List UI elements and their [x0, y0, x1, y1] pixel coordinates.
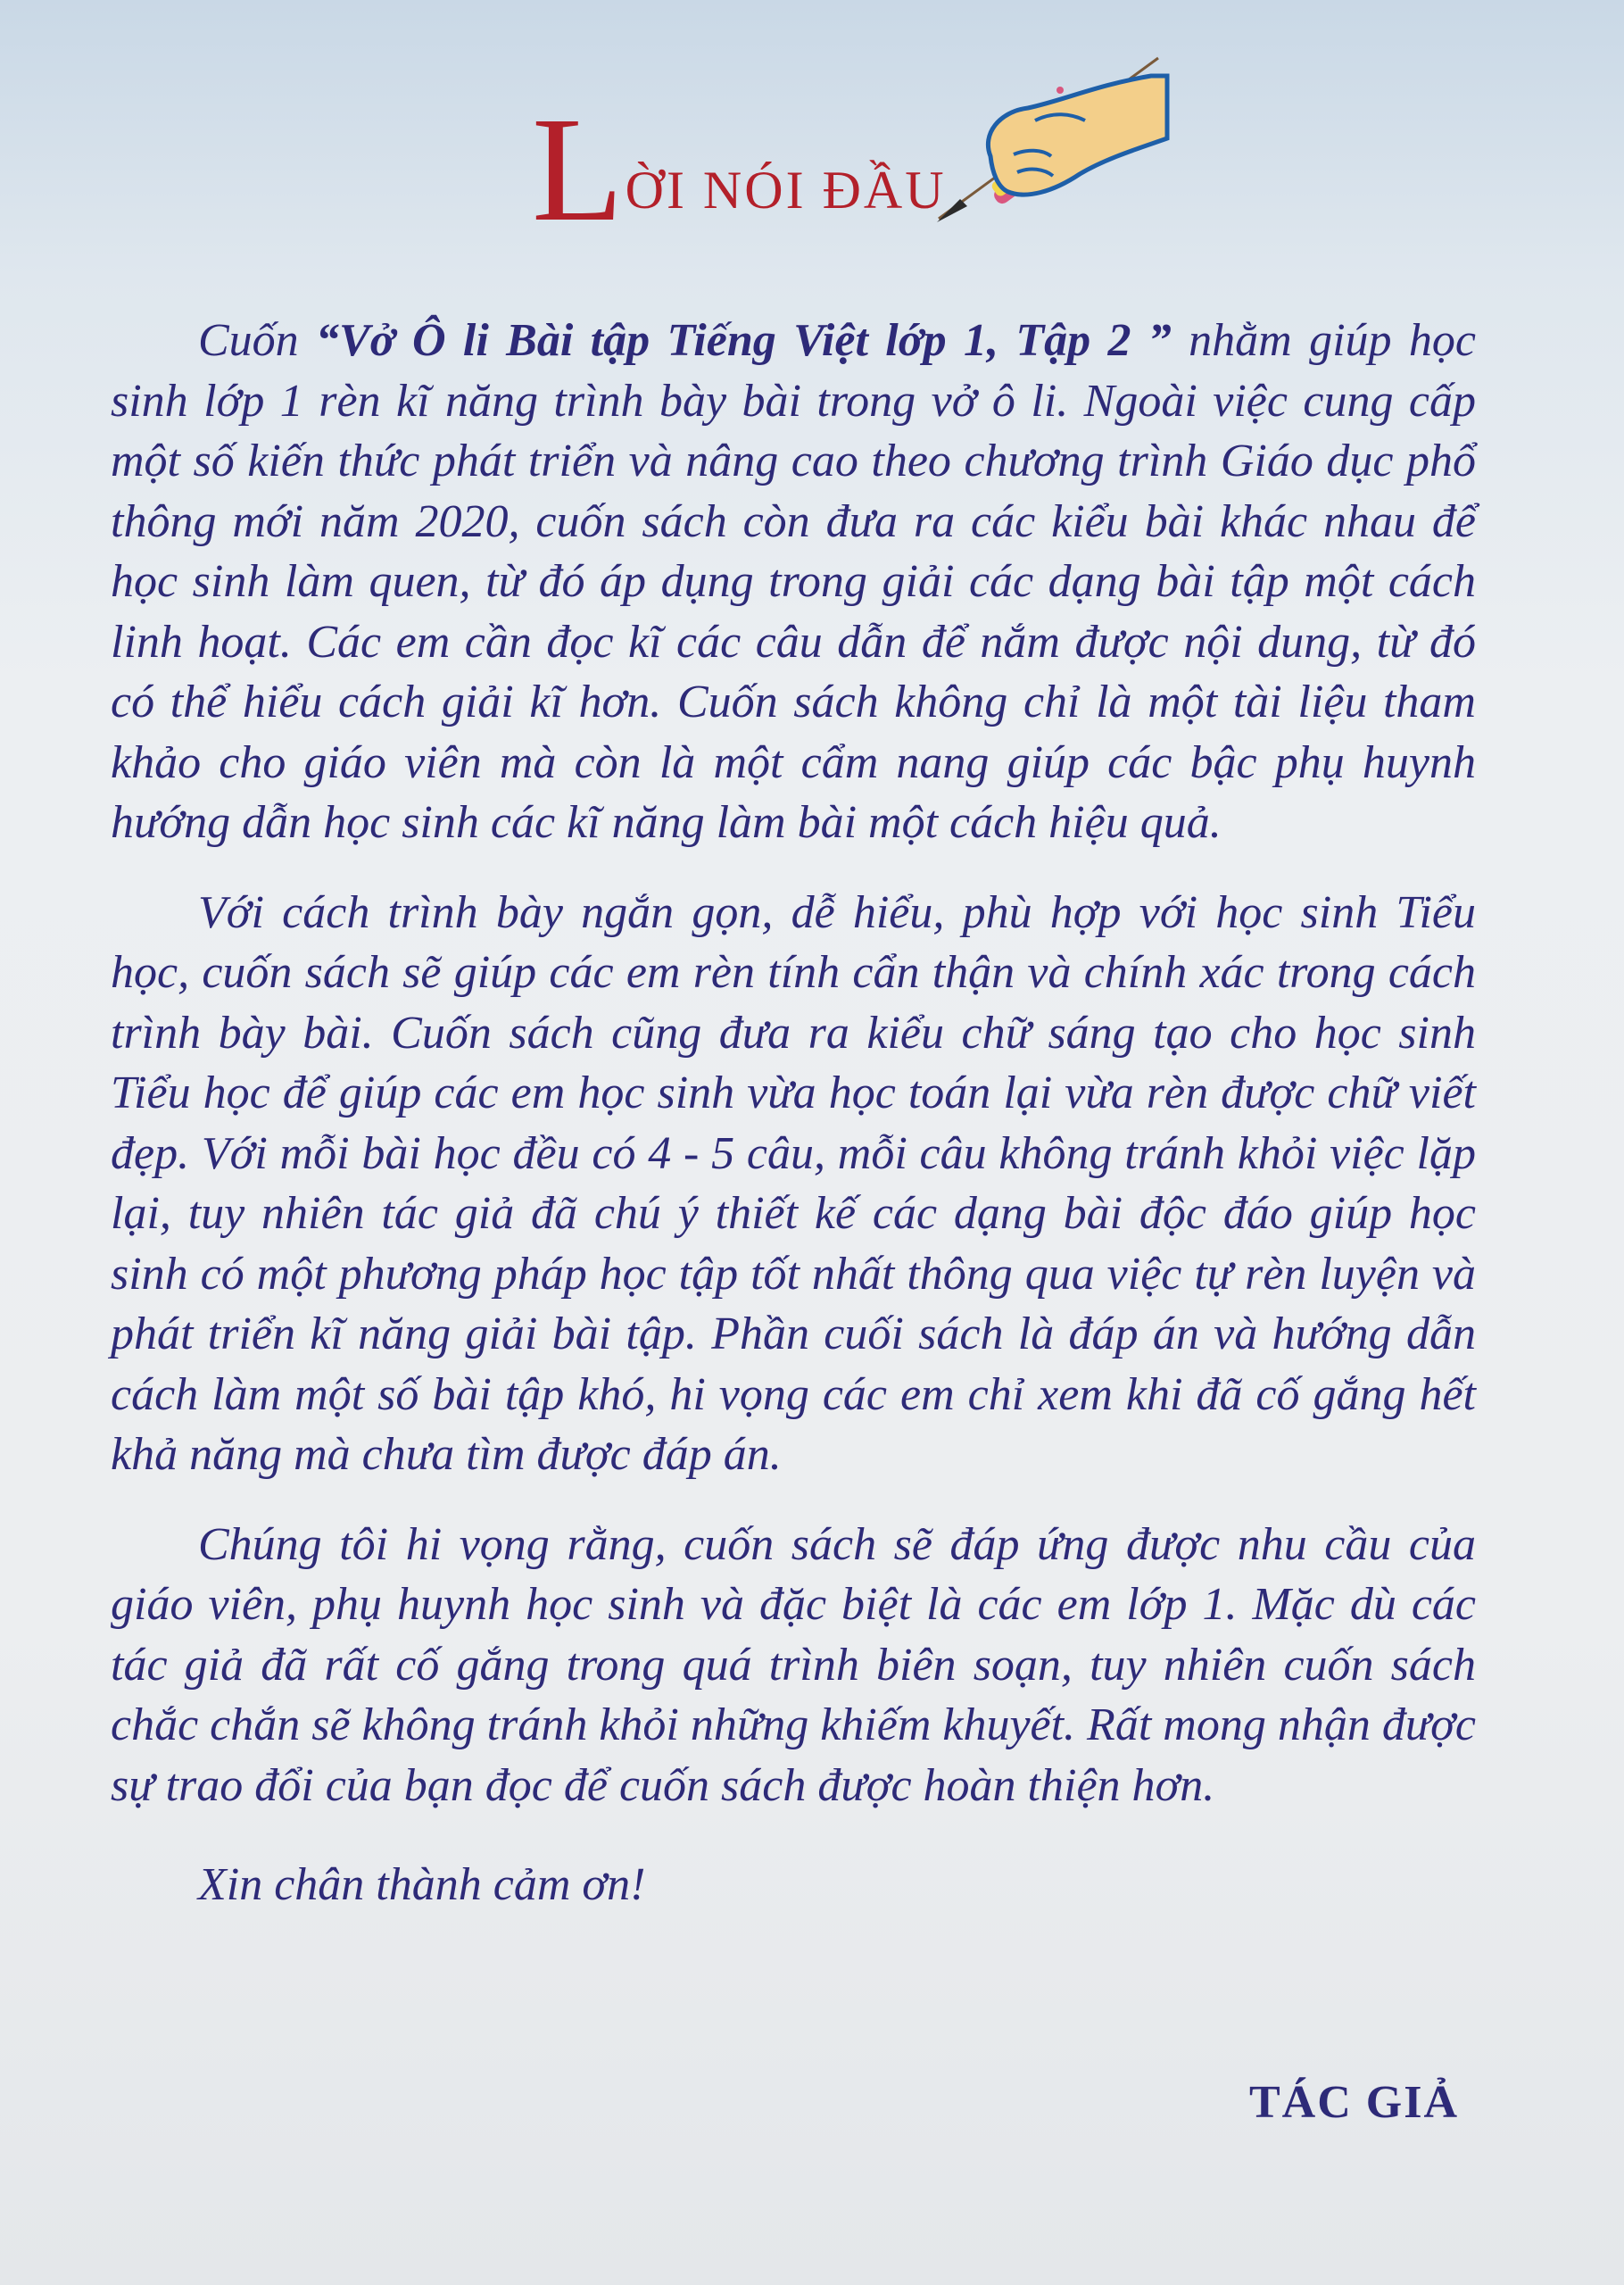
book-title: “Vở Ô li Bài tập Tiếng Việt lớp 1, Tập 2 ”	[316, 315, 1172, 366]
title-rest: ỜI NÓI ĐẦU	[625, 161, 947, 220]
paragraph-presentation: Với cách trình bày ngắn gọn, dễ hiểu, phù hợp với học sinh Tiểu học, cuốn sách sẽ giúp các em rèn tính cẩn thận và chính xác trong cách trình bày bài. Cuốn sách cũng đưa ra kiểu chữ sáng tạo cho học sinh Tiểu học để giúp các em học sinh vừa học toán lại vừa rèn được chữ viết đẹp. Với mỗi bài học đều có 4 - 5 câu, mỗi câu không tránh khỏi việc lặp lại, tuy nhiên tác giả đã chú ý thiết kế các dạng bài độc đáo giúp học sinh có một phương pháp học tập tốt nhất thông qua việc tự rèn luyện và phát triển kĩ năng giải bài tập. Phần cuối sách là đáp án và hướng dẫn cách làm một số bài tập khó, hi vọng các em chỉ xem khi đã cố gắng hết khả năng mà chưa tìm được đáp án.	[111, 886, 1476, 1480]
hand-holding-pen-icon	[928, 49, 1178, 228]
page-title	[532, 85, 947, 253]
title-initial: L	[532, 87, 624, 253]
paragraph-intro-text: nhằm giúp học sinh lớp 1 rèn kĩ năng trình bày bài trong vở ô li. Ngoài việc cung cấp một số kiến thức phát triển và nâng cao theo chương trình Giáo dục phổ thông mới năm 2020, cuốn sách còn đưa ra các kiểu bài khác nhau để học sinh làm quen, từ đó áp dụng trong giải các dạng bài tập một cách linh hoạt. Các em cần đọc kĩ các câu dẫn để nắm được nội dung, từ đó có thể hiểu cách giải kĩ hơn. Cuốn sách không chỉ là một tài liệu tham khảo cho giáo viên mà còn là một cẩm nang giúp các bậc phụ huynh hướng dẫn học sinh các kĩ năng làm bài một cách hiệu quả.	[111, 315, 1476, 848]
paragraph-intro-lead: Cuốn	[198, 315, 317, 366]
author-signature: TÁC GIẢ	[1248, 2077, 1459, 2128]
paragraph-intro	[111, 311, 1476, 853]
thanks-line: Xin chân thành cảm ơn!	[198, 1859, 646, 1910]
preface-body	[111, 311, 1476, 1915]
paragraph-closing: Chúng tôi hi vọng rằng, cuốn sách sẽ đáp ứng được nhu cầu của giáo viên, phụ huynh học sinh và đặc biệt là các em lớp 1. Mặc dù các tác giả đã rất cố gắng trong quá trình biên soạn, tuy nhiên cuốn sách chắc chắn sẽ không tránh khỏi những khiếm khuyết. Rất mong nhận được sự trao đổi của bạn đọc để cuốn sách được hoàn thiện hơn.	[111, 1518, 1477, 1811]
